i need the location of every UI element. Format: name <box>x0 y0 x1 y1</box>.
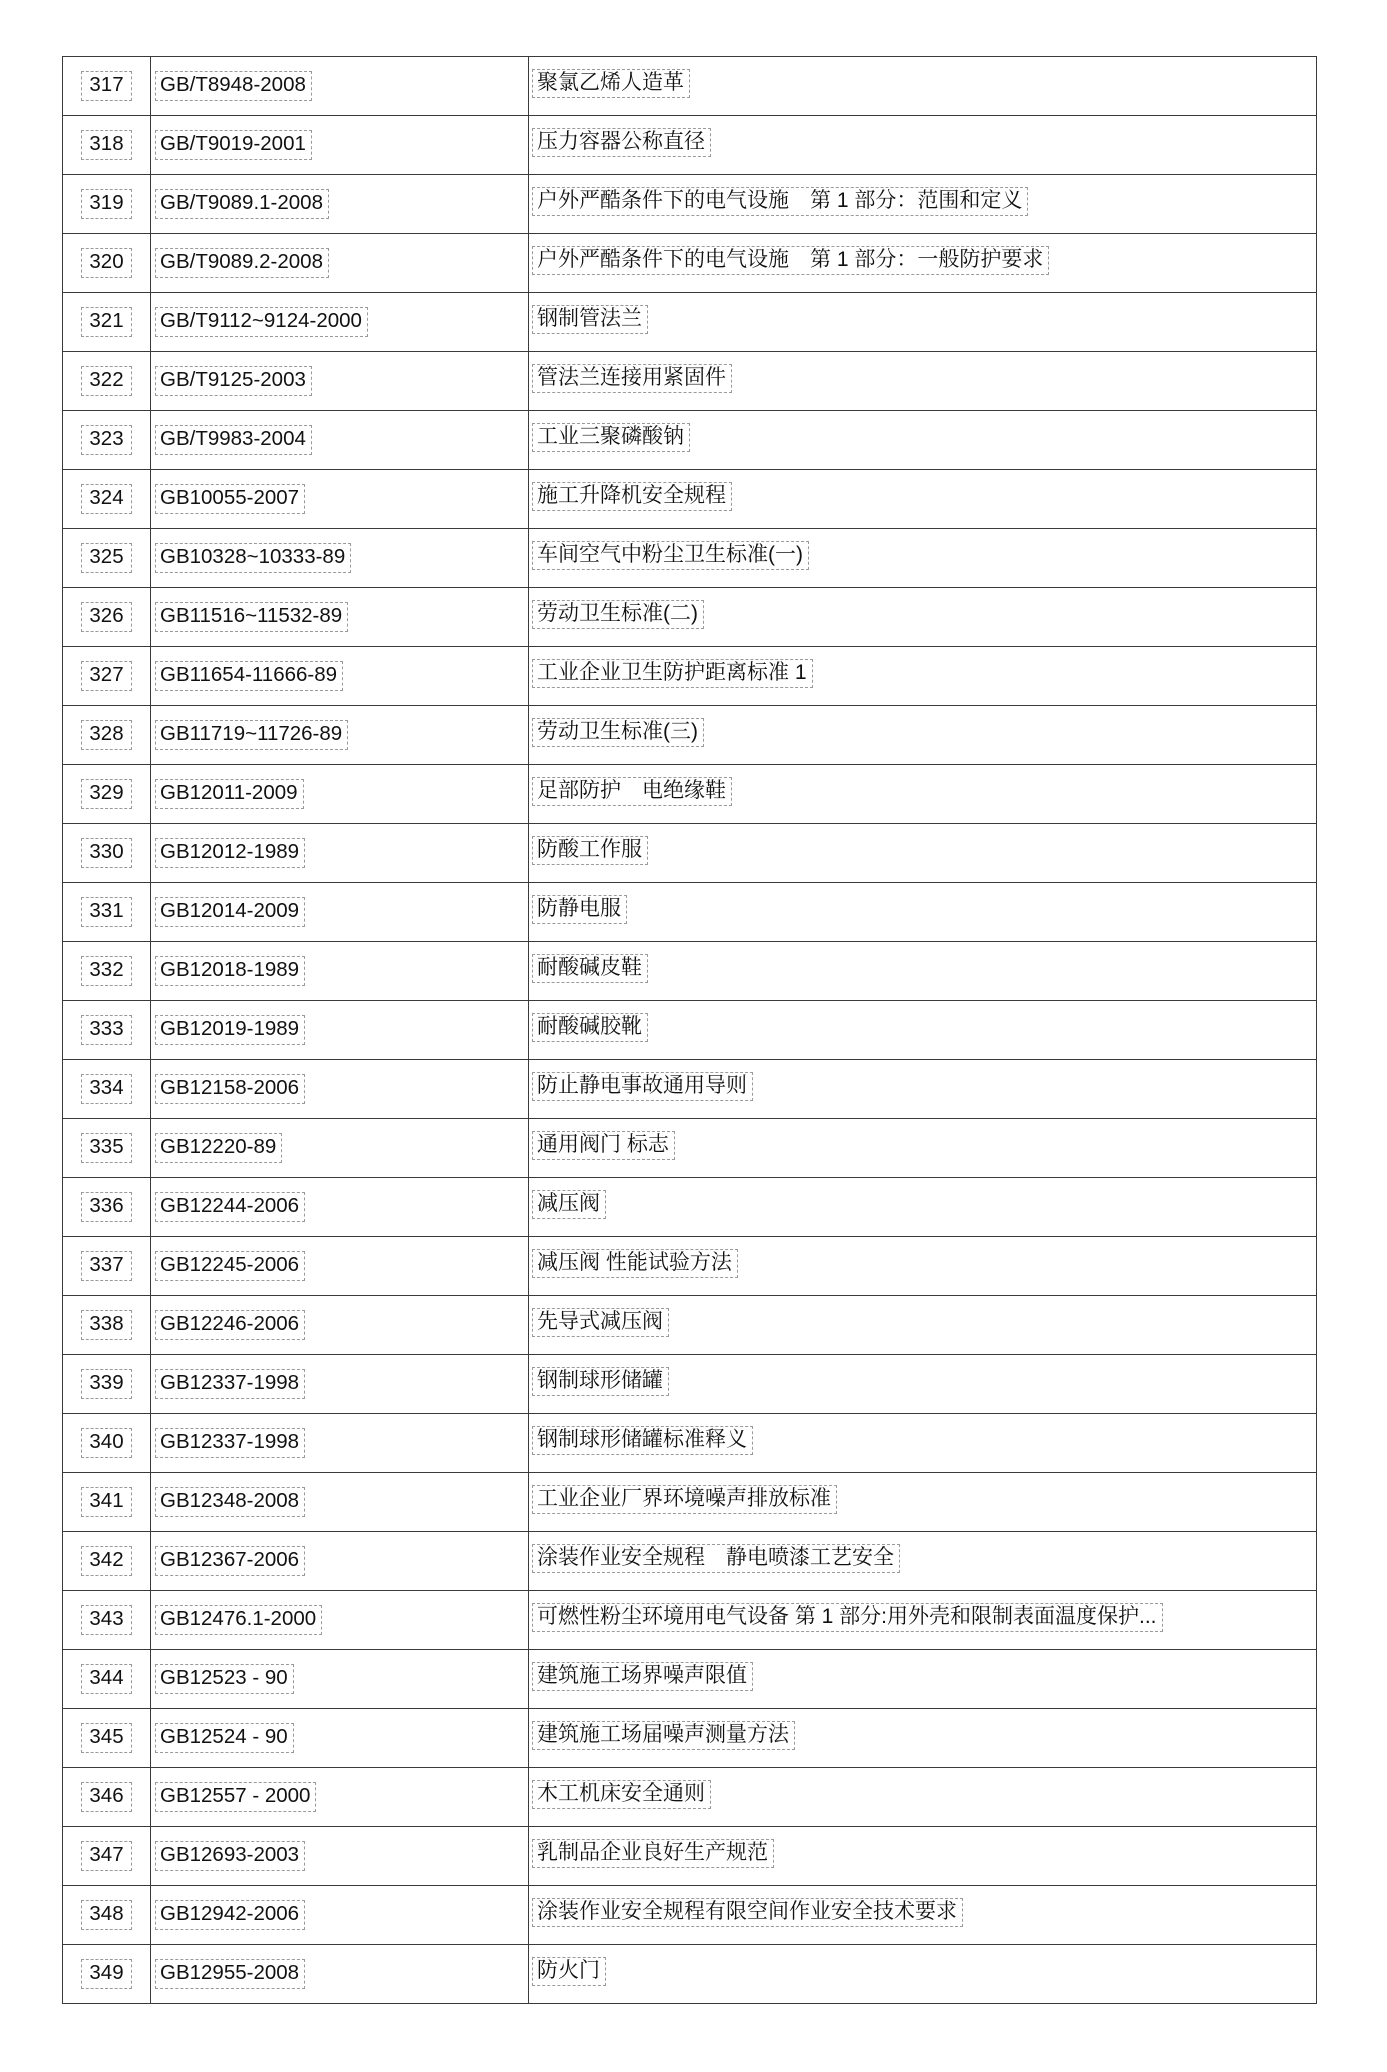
row-number-cell <box>63 706 151 765</box>
standard-title-cell <box>529 411 1317 470</box>
standard-title-text: 户外严酷条件下的电气设施 第 1 部分：一般防护要求 <box>532 246 1049 276</box>
standard-title-text: 防酸工作服 <box>532 836 648 866</box>
standard-title-cell <box>529 352 1317 411</box>
standard-title-cell <box>529 883 1317 942</box>
standard-title-text: 先导式减压阀 <box>532 1308 669 1338</box>
standard-title-cell <box>529 647 1317 706</box>
standard-title-text: 钢制球形储罐标准释义 <box>532 1426 753 1456</box>
row-number-text: 348 <box>81 1900 131 1929</box>
row-number-cell <box>63 116 151 175</box>
standard-title-cell <box>529 529 1317 588</box>
standard-title-cell <box>529 1296 1317 1355</box>
standard-code-cell <box>151 1060 529 1119</box>
row-number-text: 324 <box>81 484 131 513</box>
standard-title-cell <box>529 1178 1317 1237</box>
standard-code-text: GB10328~10333-89 <box>155 543 351 572</box>
table-row <box>63 1296 1317 1355</box>
standard-title-text: 防静电服 <box>532 895 627 925</box>
standard-code-cell <box>151 1296 529 1355</box>
standard-code-cell <box>151 470 529 529</box>
standard-code-text: GB/T9125-2003 <box>155 366 312 395</box>
standard-code-cell <box>151 1414 529 1473</box>
table-row <box>63 1709 1317 1768</box>
row-number-cell <box>63 57 151 116</box>
row-number-text: 341 <box>81 1487 131 1516</box>
standard-title-cell <box>529 1060 1317 1119</box>
standard-code-text: GB/T9112~9124-2000 <box>155 307 368 336</box>
standard-code-cell <box>151 175 529 234</box>
standard-title-text: 工业三聚磷酸钠 <box>532 423 690 453</box>
row-number-text: 319 <box>81 189 131 218</box>
row-number-cell <box>63 1237 151 1296</box>
standard-code-text: GB12557 - 2000 <box>155 1782 316 1811</box>
standard-title-cell <box>529 1886 1317 1945</box>
standard-code-text: GB12337-1998 <box>155 1428 305 1457</box>
standard-code-text: GB12337-1998 <box>155 1369 305 1398</box>
row-number-cell <box>63 470 151 529</box>
standard-title-text: 管法兰连接用紧固件 <box>532 364 732 394</box>
standard-code-text: GB12523 - 90 <box>155 1664 294 1693</box>
row-number-cell <box>63 1768 151 1827</box>
row-number-text: 340 <box>81 1428 131 1457</box>
standard-code-text: GB/T9019-2001 <box>155 130 312 159</box>
standard-title-text: 钢制球形储罐 <box>532 1367 669 1397</box>
standard-title-cell <box>529 1945 1317 2004</box>
standard-title-cell <box>529 588 1317 647</box>
standard-code-cell <box>151 1827 529 1886</box>
standard-title-cell <box>529 1119 1317 1178</box>
row-number-text: 339 <box>81 1369 131 1398</box>
standard-title-text: 防火门 <box>532 1957 606 1987</box>
row-number-text: 333 <box>81 1015 131 1044</box>
standard-code-text: GB12476.1-2000 <box>155 1605 322 1634</box>
standard-code-cell <box>151 1945 529 2004</box>
row-number-text: 335 <box>81 1133 131 1162</box>
standard-code-cell <box>151 765 529 824</box>
row-number-cell <box>63 411 151 470</box>
table-row <box>63 883 1317 942</box>
table-row <box>63 1001 1317 1060</box>
table-row <box>63 1591 1317 1650</box>
standard-title-text: 工业企业厂界环境噪声排放标准 <box>532 1485 837 1515</box>
table-row <box>63 942 1317 1001</box>
table-row <box>63 647 1317 706</box>
standard-code-text: GB/T9983-2004 <box>155 425 312 454</box>
table-row <box>63 352 1317 411</box>
standard-code-cell <box>151 234 529 293</box>
standard-title-cell <box>529 1532 1317 1591</box>
row-number-cell <box>63 1060 151 1119</box>
standard-code-cell <box>151 57 529 116</box>
standard-code-text: GB12348-2008 <box>155 1487 305 1516</box>
standard-code-cell <box>151 529 529 588</box>
row-number-cell <box>63 234 151 293</box>
row-number-cell <box>63 1119 151 1178</box>
standard-title-text: 足部防护 电绝缘鞋 <box>532 777 732 807</box>
standard-code-cell <box>151 883 529 942</box>
row-number-text: 343 <box>81 1605 131 1634</box>
standard-title-cell <box>529 706 1317 765</box>
standard-title-cell <box>529 1237 1317 1296</box>
standard-title-text: 通用阀门 标志 <box>532 1131 675 1161</box>
standard-code-text: GB12955-2008 <box>155 1959 305 1988</box>
standard-title-cell <box>529 1827 1317 1886</box>
standard-code-cell <box>151 1709 529 1768</box>
row-number-text: 325 <box>81 543 131 572</box>
standard-code-cell <box>151 1650 529 1709</box>
standard-code-cell <box>151 1886 529 1945</box>
standard-title-text: 劳动卫生标准(二) <box>532 600 704 630</box>
row-number-cell <box>63 1709 151 1768</box>
row-number-text: 338 <box>81 1310 131 1339</box>
standard-title-cell <box>529 116 1317 175</box>
table-row <box>63 1532 1317 1591</box>
standard-title-text: 减压阀 <box>532 1190 606 1220</box>
table-row <box>63 1355 1317 1414</box>
row-number-cell <box>63 824 151 883</box>
standard-title-cell <box>529 1355 1317 1414</box>
table-row <box>63 175 1317 234</box>
standard-code-cell <box>151 1237 529 1296</box>
standard-code-cell <box>151 1178 529 1237</box>
row-number-cell <box>63 352 151 411</box>
standard-code-cell <box>151 352 529 411</box>
standard-title-cell <box>529 175 1317 234</box>
standard-title-cell <box>529 470 1317 529</box>
standard-title-text: 耐酸碱皮鞋 <box>532 954 648 984</box>
standard-title-text: 涂装作业安全规程有限空间作业安全技术要求 <box>532 1898 963 1928</box>
table-row <box>63 1945 1317 2004</box>
row-number-text: 349 <box>81 1959 131 1988</box>
table-row <box>63 765 1317 824</box>
standard-code-text: GB12014-2009 <box>155 897 305 926</box>
row-number-text: 346 <box>81 1782 131 1811</box>
standard-title-cell <box>529 1709 1317 1768</box>
standard-code-cell <box>151 647 529 706</box>
row-number-text: 347 <box>81 1841 131 1870</box>
standard-code-text: GB12019-1989 <box>155 1015 305 1044</box>
row-number-text: 334 <box>81 1074 131 1103</box>
row-number-cell <box>63 1355 151 1414</box>
standard-code-text: GB11516~11532-89 <box>155 602 348 631</box>
row-number-text: 318 <box>81 130 131 159</box>
row-number-text: 323 <box>81 425 131 454</box>
row-number-cell <box>63 1473 151 1532</box>
standard-title-cell <box>529 942 1317 1001</box>
standard-code-text: GB/T9089.1-2008 <box>155 189 329 218</box>
row-number-text: 337 <box>81 1251 131 1280</box>
standard-title-cell <box>529 1001 1317 1060</box>
row-number-text: 317 <box>81 71 131 100</box>
standard-code-cell <box>151 1591 529 1650</box>
table-row <box>63 470 1317 529</box>
standard-code-text: GB12220-89 <box>155 1133 282 1162</box>
standards-table <box>62 56 1317 2004</box>
row-number-text: 321 <box>81 307 131 336</box>
table-row <box>63 293 1317 352</box>
row-number-cell <box>63 175 151 234</box>
standard-code-text: GB12693-2003 <box>155 1841 305 1870</box>
table-row <box>63 411 1317 470</box>
standard-code-text: GB12244-2006 <box>155 1192 305 1221</box>
standard-title-text: 车间空气中粉尘卫生标准(一) <box>532 541 809 571</box>
table-row <box>63 1886 1317 1945</box>
standard-code-text: GB10055-2007 <box>155 484 305 513</box>
standard-title-text: 可燃性粉尘环境用电气设备 第 1 部分:用外壳和限制表面温度保护... <box>532 1603 1163 1633</box>
standard-code-cell <box>151 293 529 352</box>
standard-code-cell <box>151 1473 529 1532</box>
standard-code-text: GB12367-2006 <box>155 1546 305 1575</box>
standard-code-text: GB/T9089.2-2008 <box>155 248 329 277</box>
row-number-text: 329 <box>81 779 131 808</box>
standard-title-text: 建筑施工场届噪声测量方法 <box>532 1721 795 1751</box>
standard-code-cell <box>151 411 529 470</box>
standard-code-cell <box>151 1119 529 1178</box>
table-row <box>63 706 1317 765</box>
table-row <box>63 1827 1317 1886</box>
row-number-cell <box>63 883 151 942</box>
standard-title-cell <box>529 57 1317 116</box>
row-number-cell <box>63 588 151 647</box>
standard-title-text: 钢制管法兰 <box>532 305 648 335</box>
standard-title-cell <box>529 1768 1317 1827</box>
row-number-cell <box>63 529 151 588</box>
standard-title-cell <box>529 293 1317 352</box>
standard-title-text: 乳制品企业良好生产规范 <box>532 1839 774 1869</box>
standard-title-text: 减压阀 性能试验方法 <box>532 1249 738 1279</box>
standard-code-text: GB12246-2006 <box>155 1310 305 1339</box>
standard-title-cell <box>529 765 1317 824</box>
table-row <box>63 1414 1317 1473</box>
standard-code-text: GB12524 - 90 <box>155 1723 294 1752</box>
row-number-text: 332 <box>81 956 131 985</box>
row-number-cell <box>63 1591 151 1650</box>
row-number-cell <box>63 765 151 824</box>
standard-code-text: GB12011-2009 <box>155 779 304 808</box>
row-number-text: 336 <box>81 1192 131 1221</box>
row-number-text: 320 <box>81 248 131 277</box>
standard-code-cell <box>151 1355 529 1414</box>
standard-title-cell <box>529 234 1317 293</box>
standard-title-text: 耐酸碱胶靴 <box>532 1013 648 1043</box>
row-number-cell <box>63 293 151 352</box>
row-number-text: 328 <box>81 720 131 749</box>
standard-title-text: 木工机床安全通则 <box>532 1780 711 1810</box>
standard-title-text: 户外严酷条件下的电气设施 第 1 部分：范围和定义 <box>532 187 1028 217</box>
row-number-text: 327 <box>81 661 131 690</box>
standards-table-body <box>63 57 1317 2004</box>
table-row <box>63 1119 1317 1178</box>
row-number-cell <box>63 1178 151 1237</box>
standard-code-cell <box>151 588 529 647</box>
standard-title-text: 施工升降机安全规程 <box>532 482 732 512</box>
standard-code-text: GB12012-1989 <box>155 838 305 867</box>
standards-table-container <box>62 56 1316 2004</box>
row-number-cell <box>63 1296 151 1355</box>
standard-code-text: GB12245-2006 <box>155 1251 305 1280</box>
table-row <box>63 1650 1317 1709</box>
table-row <box>63 116 1317 175</box>
standard-title-cell <box>529 1473 1317 1532</box>
standard-title-cell <box>529 1414 1317 1473</box>
row-number-cell <box>63 1650 151 1709</box>
table-row <box>63 1473 1317 1532</box>
row-number-text: 330 <box>81 838 131 867</box>
row-number-cell <box>63 1827 151 1886</box>
standard-code-text: GB11654-11666-89 <box>155 661 343 690</box>
standard-code-cell <box>151 824 529 883</box>
row-number-text: 331 <box>81 897 131 926</box>
standard-code-text: GB11719~11726-89 <box>155 720 348 749</box>
table-row <box>63 1060 1317 1119</box>
standard-code-cell <box>151 116 529 175</box>
row-number-text: 344 <box>81 1664 131 1693</box>
row-number-cell <box>63 1945 151 2004</box>
row-number-text: 345 <box>81 1723 131 1752</box>
standard-code-cell <box>151 1768 529 1827</box>
standard-title-text: 工业企业卫生防护距离标准 1 <box>532 659 813 689</box>
row-number-text: 342 <box>81 1546 131 1575</box>
table-row <box>63 588 1317 647</box>
row-number-cell <box>63 1532 151 1591</box>
standard-title-cell <box>529 1650 1317 1709</box>
standard-title-text: 聚氯乙烯人造革 <box>532 69 690 99</box>
standard-title-text: 防止静电事故通用导则 <box>532 1072 753 1102</box>
standard-code-text: GB12018-1989 <box>155 956 305 985</box>
row-number-cell <box>63 647 151 706</box>
standard-code-text: GB12942-2006 <box>155 1900 305 1929</box>
row-number-cell <box>63 1886 151 1945</box>
standard-code-cell <box>151 1001 529 1060</box>
standard-title-text: 压力容器公称直径 <box>532 128 711 158</box>
standard-code-cell <box>151 942 529 1001</box>
standard-code-cell <box>151 706 529 765</box>
row-number-cell <box>63 942 151 1001</box>
row-number-cell <box>63 1001 151 1060</box>
row-number-text: 326 <box>81 602 131 631</box>
standard-title-cell <box>529 824 1317 883</box>
table-row <box>63 57 1317 116</box>
standard-title-text: 劳动卫生标准(三) <box>532 718 704 748</box>
standard-code-text: GB/T8948-2008 <box>155 71 312 100</box>
table-row <box>63 1768 1317 1827</box>
standard-title-text: 涂装作业安全规程 静电喷漆工艺安全 <box>532 1544 900 1574</box>
standard-code-text: GB12158-2006 <box>155 1074 305 1103</box>
table-row <box>63 1178 1317 1237</box>
standard-title-cell <box>529 1591 1317 1650</box>
table-row <box>63 234 1317 293</box>
row-number-text: 322 <box>81 366 131 395</box>
standard-code-cell <box>151 1532 529 1591</box>
row-number-cell <box>63 1414 151 1473</box>
table-row <box>63 1237 1317 1296</box>
standard-title-text: 建筑施工场界噪声限值 <box>532 1662 753 1692</box>
table-row <box>63 824 1317 883</box>
table-row <box>63 529 1317 588</box>
